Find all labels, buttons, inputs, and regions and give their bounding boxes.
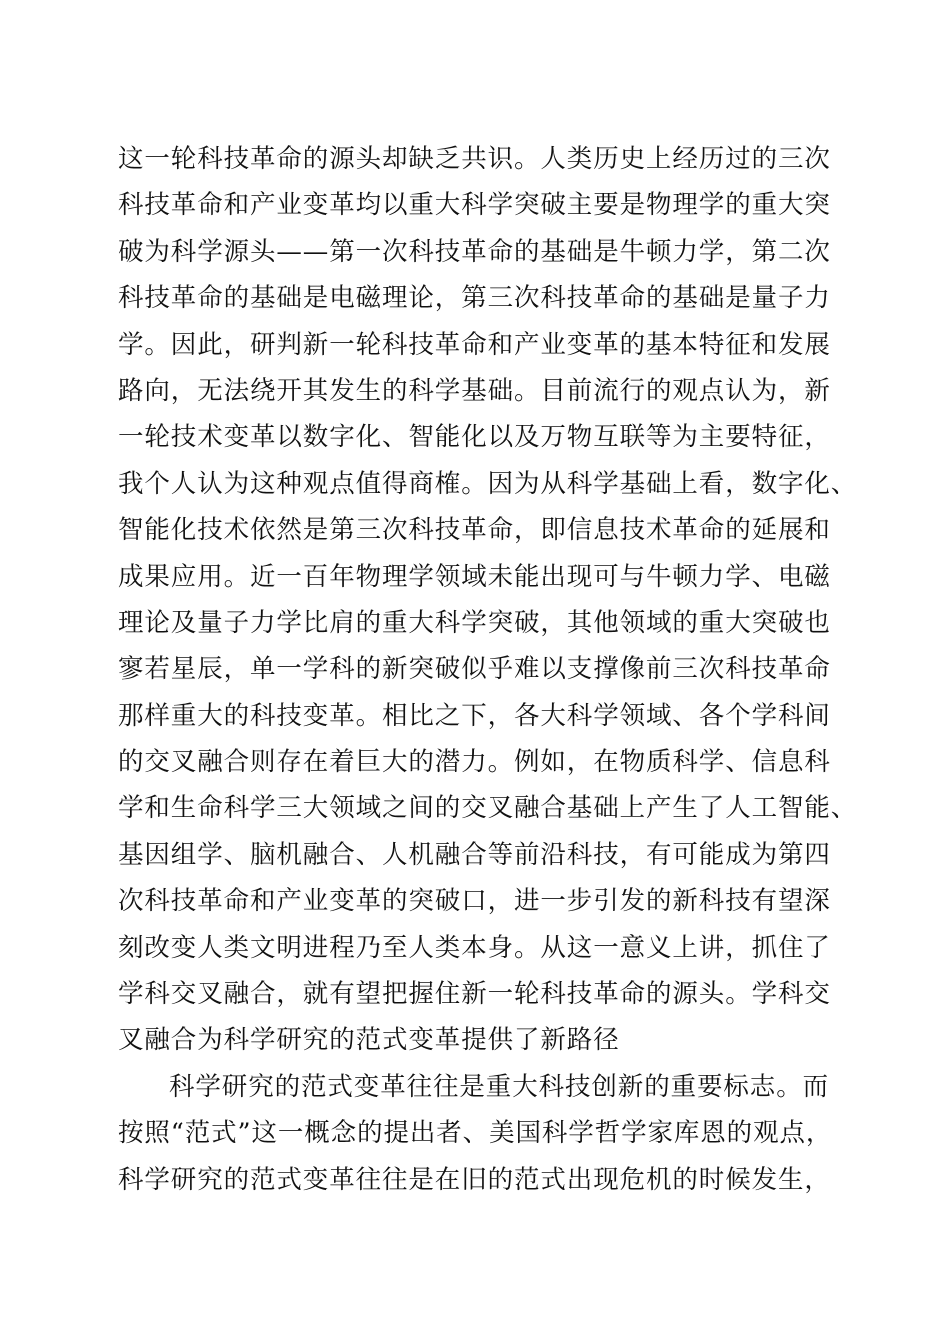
text-line-2: 科技革命和产业变革均以重大科学突破主要是物理学的重大突 (118, 190, 831, 221)
text-line-19: 学科交叉融合，就有望把握住新一轮科技革命的源头。学科交 (118, 979, 831, 1010)
text-line-17: 次科技革命和产业变革的突破口，进一步引发的新科技有望深 (118, 886, 831, 917)
text-line-6: 路向，无法绕开其发生的科学基础。目前流行的观点认为，新 (118, 375, 831, 406)
text-line-22: 按照“范式”这一概念的提出者、美国科学哲学家库恩的观点， (118, 1118, 833, 1149)
text-line-23: 科学研究的范式变革往往是在旧的范式出现危机的时候发生， (118, 1164, 831, 1195)
text-line-15: 学和生命科学三大领域之间的交叉融合基础上产生了人工智能、 (118, 793, 858, 824)
text-line-14: 的交叉融合则存在着巨大的潜力。例如，在物质科学、信息科 (118, 747, 831, 778)
text-line-18: 刻改变人类文明进程乃至人类本身。从这一意义上讲，抓住了 (118, 932, 831, 963)
body-text (118, 136, 858, 1203)
text-line-3: 破为科学源头——第一次科技革命的基础是牛顿力学，第二次 (118, 236, 831, 267)
text-line-20: 叉融合为科学研究的范式变革提供了新路径 (118, 1025, 620, 1056)
text-line-21: 科学研究的范式变革往往是重大科技创新的重要标志。而 (169, 1071, 830, 1102)
text-line-11: 理论及量子力学比肩的重大科学突破，其他领域的重大突破也 (118, 607, 831, 638)
text-line-10: 成果应用。近一百年物理学领域未能出现可与牛顿力学、电磁 (118, 561, 831, 592)
text-line-8: 我个人认为这种观点值得商榷。因为从科学基础上看，数字化、 (118, 468, 858, 499)
text-line-9: 智能化技术依然是第三次科技革命，即信息技术革命的延展和 (118, 515, 831, 546)
text-line-12: 寥若星辰，单一学科的新突破似乎难以支撑像前三次科技革命 (118, 654, 831, 685)
text-line-13: 那样重大的科技变革。相比之下，各大科学领域、各个学科间 (118, 700, 831, 731)
text-line-1: 这一轮科技革命的源头却缺乏共识。人类历史上经历过的三次 (118, 144, 831, 174)
text-line-5: 学。因此，研判新一轮科技革命和产业变革的基本特征和发展 (118, 329, 831, 360)
text-line-4: 科技革命的基础是电磁理论，第三次科技革命的基础是量子力 (118, 283, 831, 314)
text-line-16: 基因组学、脑机融合、人机融合等前沿科技，有可能成为第四 (118, 839, 831, 870)
text-line-7: 一轮技术变革以数字化、智能化以及万物互联等为主要特征， (118, 422, 831, 453)
